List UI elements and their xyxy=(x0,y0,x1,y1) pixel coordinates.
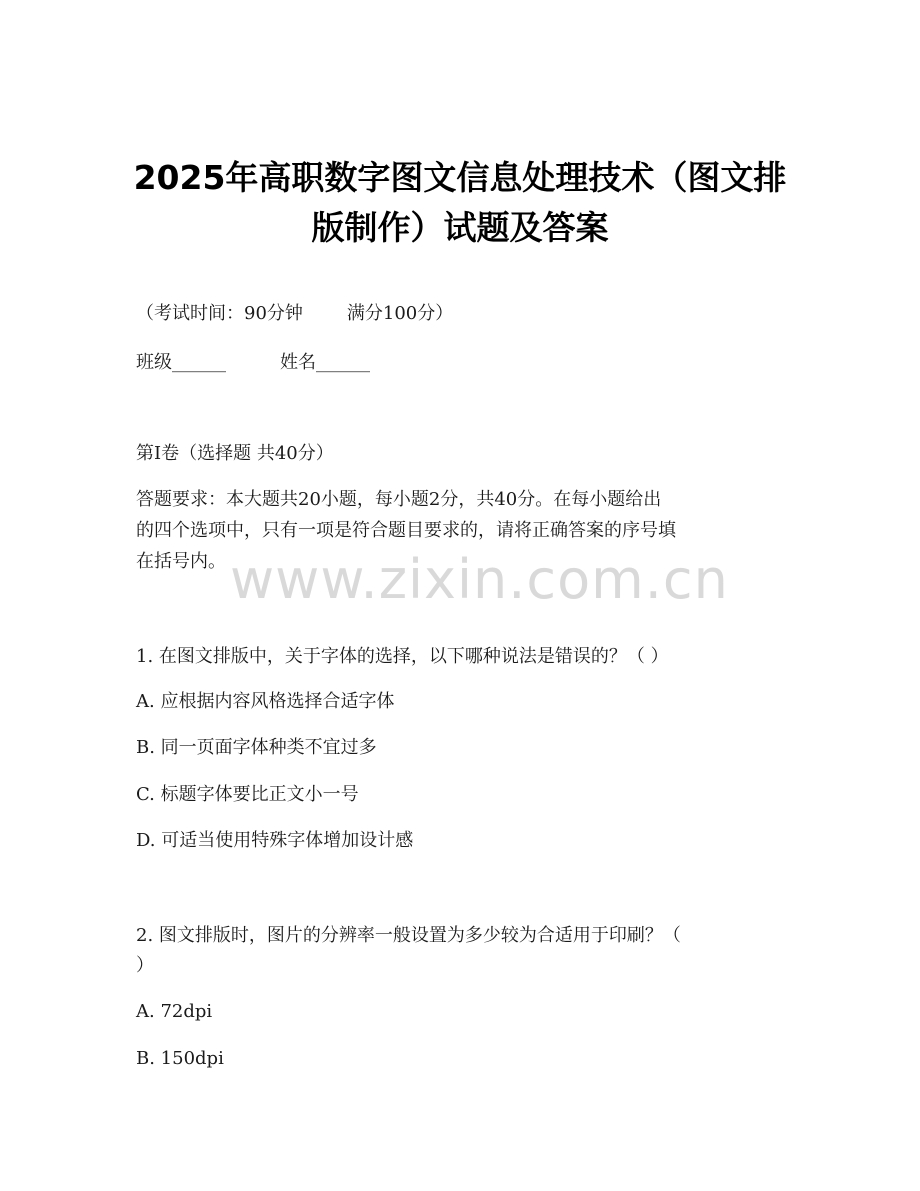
student-info xyxy=(136,351,370,375)
question-2-stem-line-1: 2. 图文排版时，图片的分辨率一般设置为多少较为合适用于印刷？（ xyxy=(136,925,681,946)
watermark: www.zixin.com.cn xyxy=(230,548,729,611)
document-title-line-2: 版制作）试题及答案 xyxy=(311,208,609,247)
section-heading: 第I卷（选择题 共40分） xyxy=(136,443,334,464)
question-2-option-a: A. 72dpi xyxy=(136,1001,213,1022)
instructions-line-2: 的四个选项中，只有一项是符合题目要求的，请将正确答案的序号填 xyxy=(136,520,676,541)
question-1-stem: 1. 在图文排版中，关于字体的选择，以下哪种说法是错误的？（ ） xyxy=(136,646,669,667)
class-field-label: 班级______ xyxy=(136,352,226,373)
exam-time: （考试时间：90分钟 xyxy=(136,303,303,324)
question-2-option-b: B. 150dpi xyxy=(136,1048,224,1069)
question-1-option-c: C. 标题字体要比正文小一号 xyxy=(136,784,359,805)
name-field-label: 姓名______ xyxy=(280,352,370,373)
instructions-line-1: 答题要求：本大题共20小题，每小题2分，共40分。在每小题给出 xyxy=(136,489,662,510)
question-1-option-b: B. 同一页面字体种类不宜过多 xyxy=(136,737,377,758)
question-1-option-a: A. 应根据内容风格选择合适字体 xyxy=(136,691,395,712)
document-title-line-1: 2025年高职数字图文信息处理技术（图文排 xyxy=(133,158,787,197)
instructions-line-3: 在括号内。 xyxy=(136,551,226,572)
question-2-stem-line-2: ） xyxy=(136,955,154,976)
exam-score: 满分100分） xyxy=(346,303,454,324)
exam-info xyxy=(136,302,453,326)
question-1-option-d: D. 可适当使用特殊字体增加设计感 xyxy=(136,830,414,851)
